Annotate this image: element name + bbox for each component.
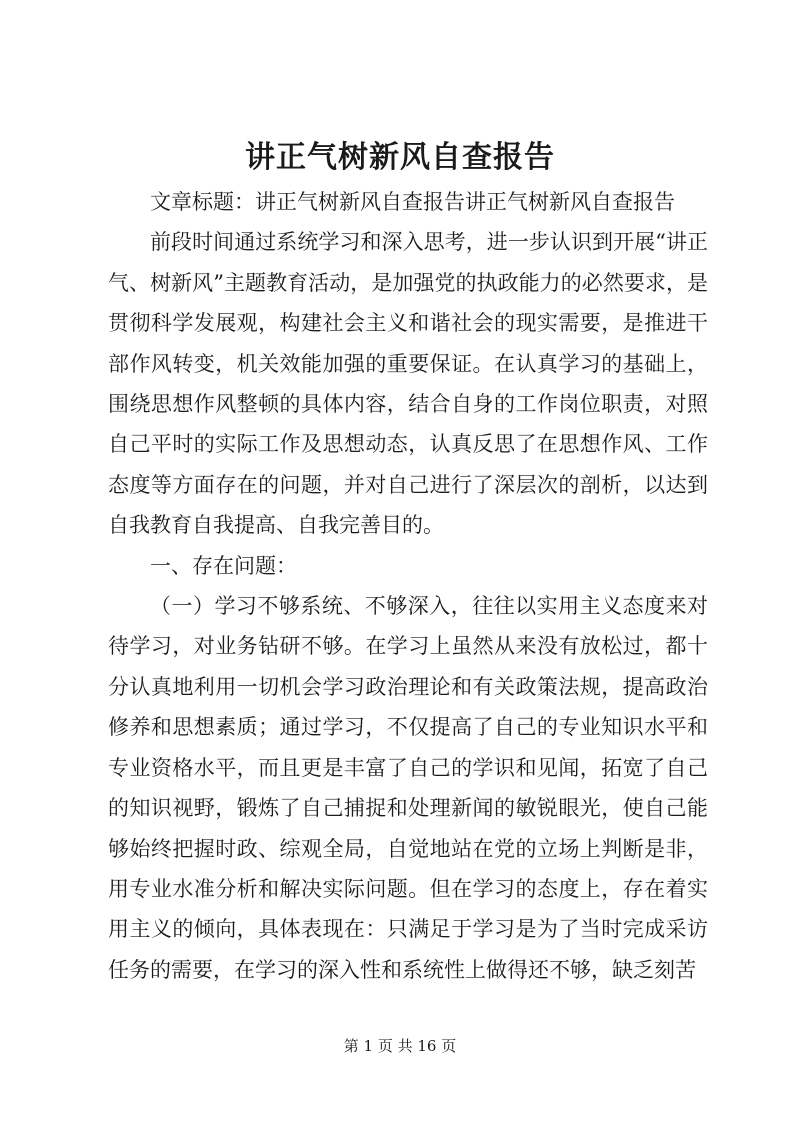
- article-title-line: 文章标题：讲正气树新风自查报告讲正气树新风自查报告: [150, 190, 675, 214]
- section-heading: 一、存在问题：: [150, 553, 297, 578]
- problem-paragraph: （一）学习不够系统、不够深入，往往以实用主义态度来对待学习，对业务钻研不够。在学习上虽然从来没有放松过，都十分认真地利用一切机会学习政治理论和有关政策法规，提高政治修养和思想素质；通过学习，不仅提高了自己的专业知识水平和专业资格水平，而且更是丰富了自己的学识和见闻，拓宽了自己的知识视野，锻炼了自己捕捉和处理新闻的敏锐眼光，使自己能够始终把握时政、综观全局，自觉地站在党的立场上判断是非，用专业水准分析和解决实际问题。但在学习的态度上，存在着实用主义的倾向，具体表现在：只满足于学习是为了当时完成采访任务的需要，在学习的深入性和系统性上做得还不够，缺乏刻苦: [108, 594, 708, 982]
- document-body: [108, 182, 708, 990]
- document-title: 讲正气树新风自查报告: [245, 140, 555, 175]
- page-number: 第 1 页 共 16 页: [343, 1037, 457, 1055]
- intro-paragraph: 前段时间通过系统学习和深入思考，进一步认识到开展“讲正气、树新风”主题教育活动，是加强党的执政能力的必然要求，是贯彻科学发展观，构建社会主义和谐社会的现实需要，是推进干部作风转变，机关效能加强的重要保证。在认真学习的基础上，围绕思想作风整顿的具体内容，结合自身的工作岗位职责，对照自己平时的实际工作及思想动态，认真反思了在思想作风、工作态度等方面存在的问题，并对自己进行了深层次的剖析，以达到自我教育自我提高、自我完善目的。: [108, 230, 708, 538]
